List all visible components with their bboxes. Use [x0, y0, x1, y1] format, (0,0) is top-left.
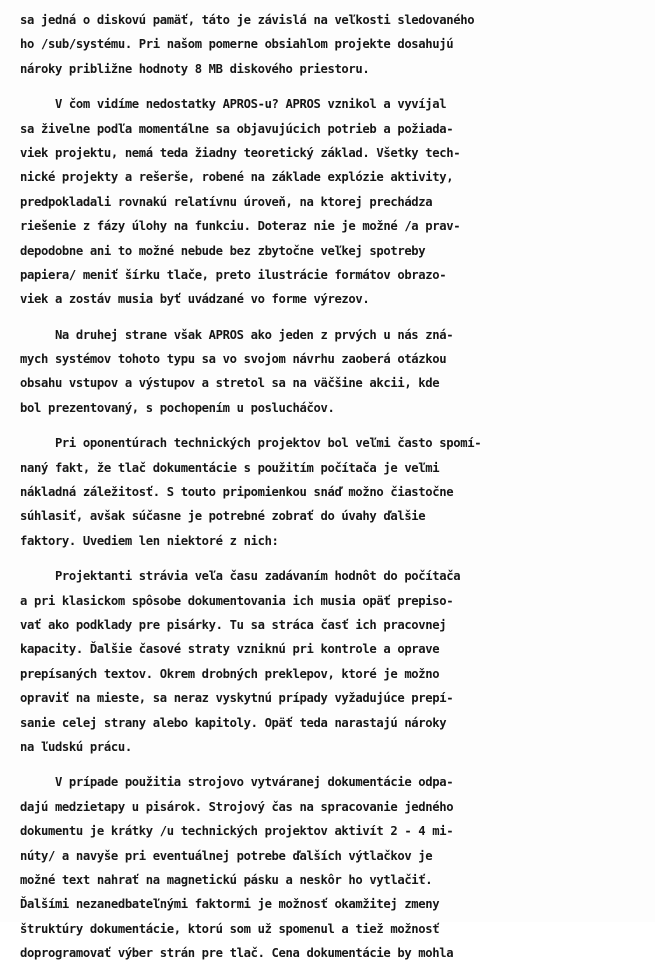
paragraph — [20, 770, 637, 965]
text-line: obsahu vstupov a výstupov a stretol sa na väčšine akcii, kde — [20, 376, 440, 391]
text-line: bol prezentovaný, s pochopením u poslucháčov. — [20, 400, 335, 415]
text-line: opraviť na mieste, sa neraz vyskytnú prípady vyžadujúce prepí- — [20, 691, 454, 706]
text-line: papiera/ meniť šírku tlače, preto ilustrácie formátov obrazo- — [20, 267, 447, 282]
text-line: ho /sub/systému. Pri našom pomerne obsiahlom projekte dosahujú — [20, 37, 454, 52]
text-line: V čom vidíme nedostatky APROS-u? APROS vznikol a vyvíjal — [20, 97, 447, 112]
text-line: depodobne ani to možné nebude bez zbytočne veľkej spotreby — [20, 243, 426, 258]
text-line: súhlasiť, avšak súčasne je potrebné zobrať do úvahy ďalšie — [20, 509, 426, 524]
text-line: kapacity. Ďalšie časové straty vzniknú pri kontrole a oprave — [20, 642, 440, 657]
text-line: dajú medzietapy u pisárok. Strojový čas na spracovanie jedného — [20, 799, 454, 814]
text-line: vať ako podklady pre pisárky. Tu sa stráca časť ich pracovnej — [20, 617, 447, 632]
text-line: sanie celej strany alebo kapitoly. Opäť teda narastajú nároky — [20, 715, 447, 730]
text-line: mych systémov tohoto typu sa vo svojom návrhu zaoberá otázkou — [20, 352, 447, 367]
text-line: Na druhej strane však APROS ako jeden z prvých u nás zná- — [20, 327, 454, 342]
paragraph — [20, 92, 637, 312]
text-line: dokumentu je krátky /u technických projektov aktivít 2 - 4 mi- — [20, 824, 454, 839]
text-line: naný fakt, že tlač dokumentácie s použitím počítača je veľmi — [20, 460, 440, 475]
text-line: viek a zostáv musia byť uvádzané vo forme výrezov. — [20, 292, 370, 307]
text-line: nákladná záležitosť. S touto pripomienkou snáď možno čiastočne — [20, 485, 454, 500]
text-line: sa živelne podľa momentálne sa objavujúcich potrieb a požiada- — [20, 121, 454, 136]
text-line: prepísaných textov. Okrem drobných preklepov, ktoré je možno — [20, 666, 440, 681]
paragraph — [20, 431, 637, 553]
text-line: a pri klasickom spôsobe dokumentovania ich musia opäť prepiso- — [20, 593, 454, 608]
text-line: Pri oponentúrach technických projektov bol veľmi často spomí- — [20, 436, 482, 451]
text-line: sa jedná o diskovú pamäť, táto je závislá na veľkosti sledovaného — [20, 13, 475, 27]
text-line: nároky približne hodnoty 8 MB diskového priestoru. — [20, 61, 370, 76]
text-line: riešenie z fázy úlohy na funkciu. Doteraz nie je možné /a prav- — [20, 219, 461, 234]
text-line: Ďalšími nezanedbateľnými faktormi je možnosť okamžitej zmeny — [20, 897, 440, 912]
text-line: štruktúry dokumentácie, ktorú som už spomenul a tiež možnosť — [20, 921, 440, 936]
paragraph — [20, 8, 637, 81]
text-line: V prípade použitia strojovo vytváranej dokumentácie odpa- — [20, 775, 454, 790]
text-line: faktory. Uvediem len niektoré z nich: — [20, 533, 279, 548]
paragraph — [20, 323, 637, 421]
text-line: na ľudskú prácu. — [20, 739, 132, 754]
text-line: Projektanti strávia veľa času zadávaním hodnôt do počítača — [20, 569, 461, 584]
paragraph — [20, 564, 637, 759]
text-line: nické projekty a rešerše, robené na základe explózie aktivity, — [20, 170, 454, 185]
text-line: viek projektu, nemá teda žiadny teoretický základ. Všetky tech- — [20, 145, 461, 160]
text-line: doprogramovať výber strán pre tlač. Cena dokumentácie by mohla — [20, 946, 454, 961]
text-line: možné text nahrať na magnetickú pásku a neskôr ho vytlačiť. — [20, 872, 433, 887]
text-line: núty/ a navyše pri eventuálnej potrebe ďalších výtlačkov je — [20, 848, 433, 863]
text-line: predpokladali rovnakú relatívnu úroveň, na ktorej prechádza — [20, 194, 433, 209]
